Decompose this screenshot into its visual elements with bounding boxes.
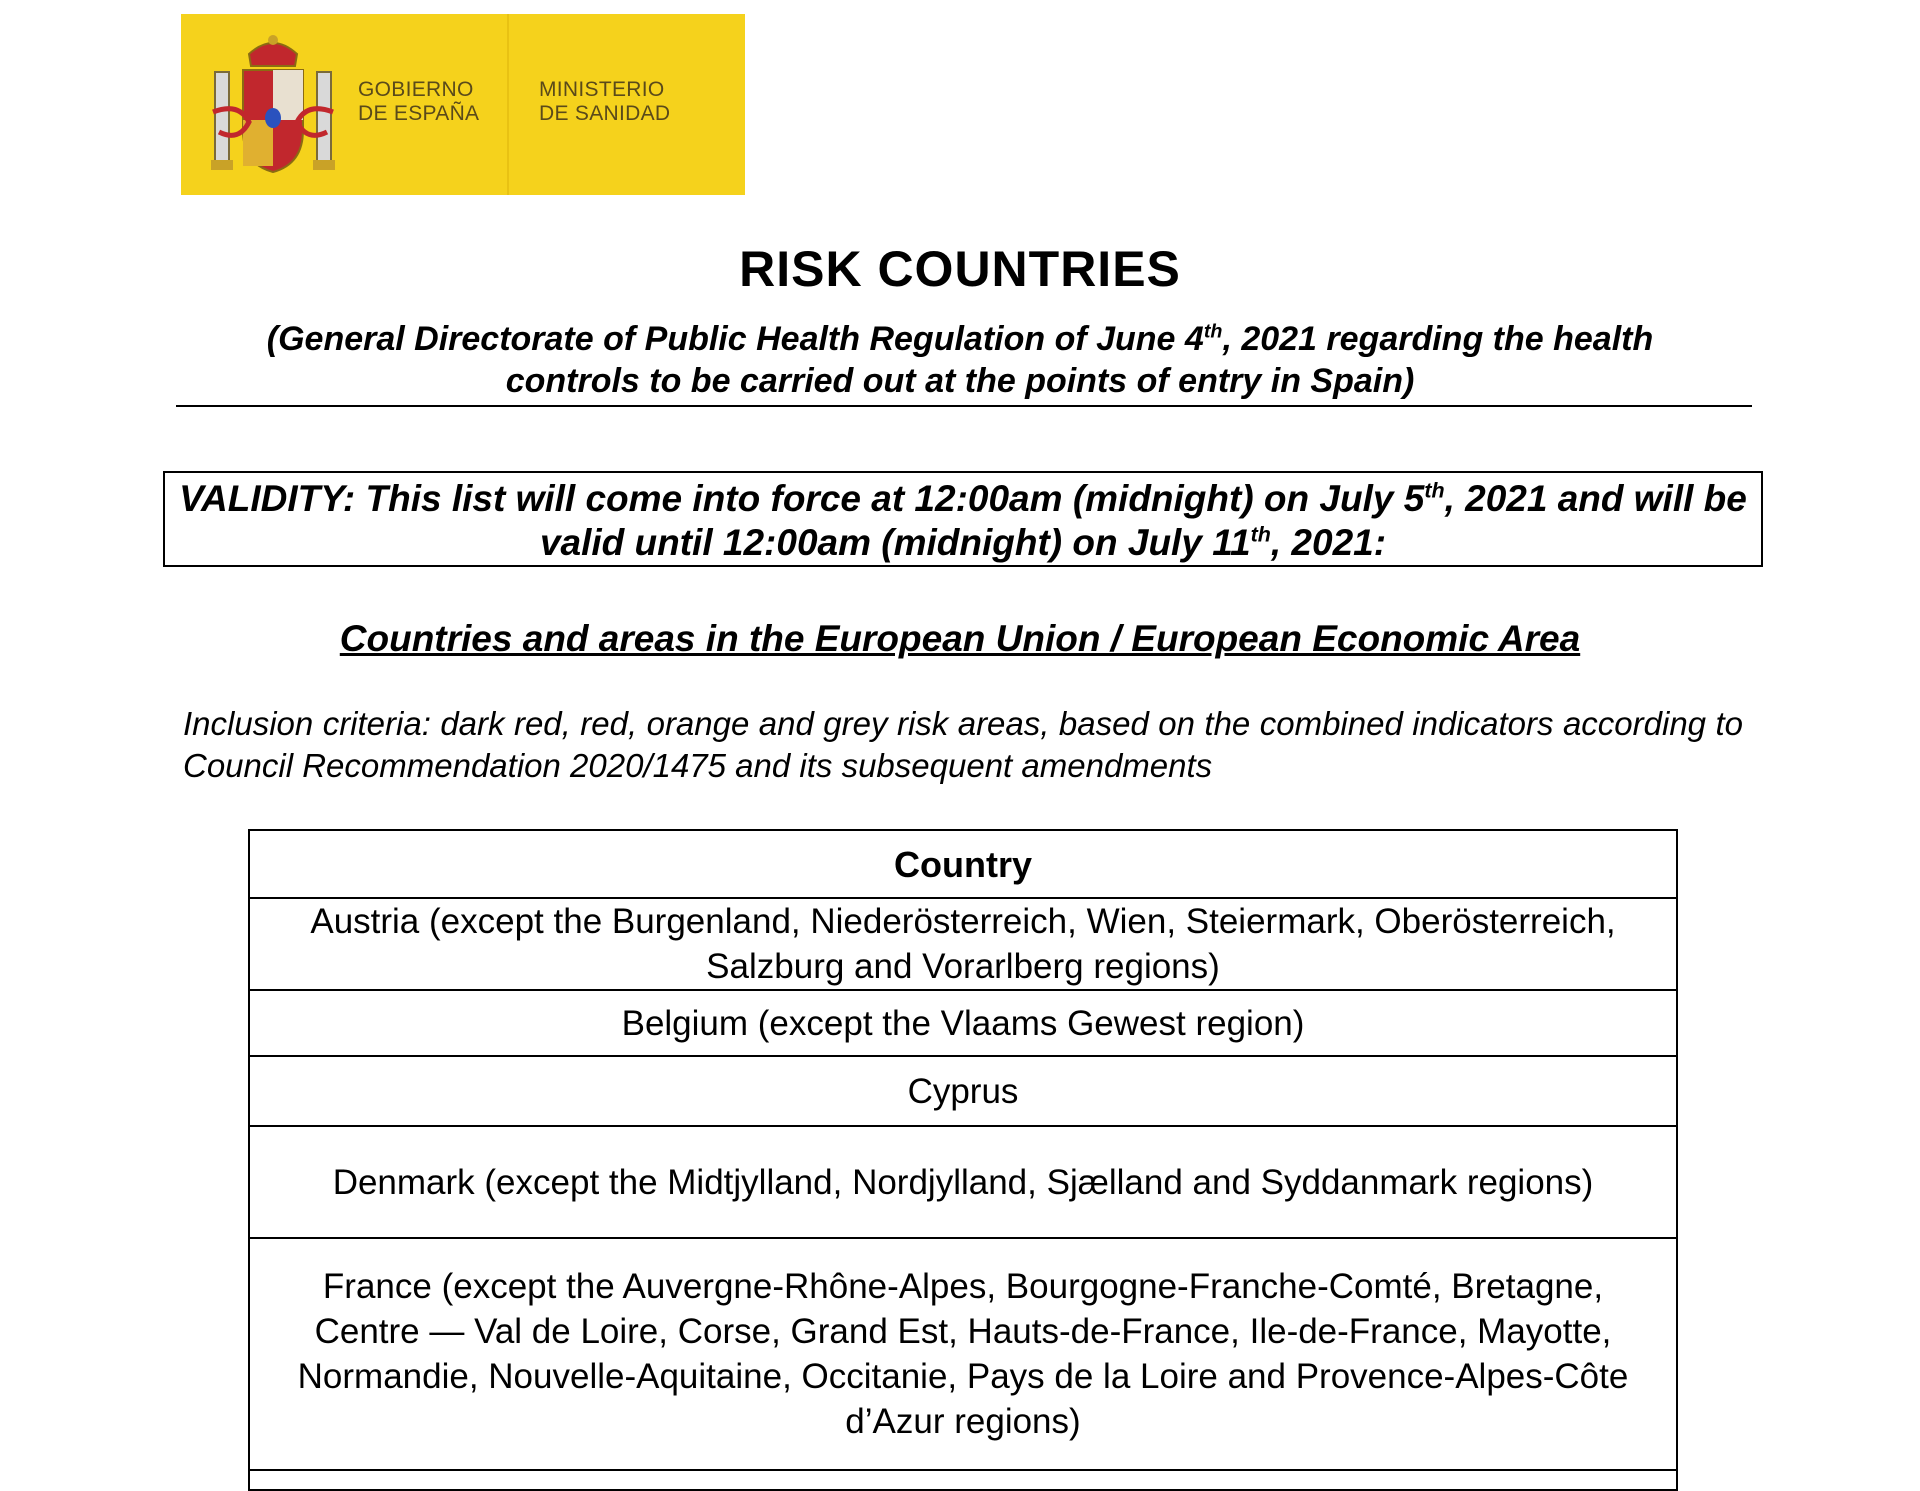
country-cell: France (except the Auvergne-Rhône-Alpes, Bourgogne-Franche-Comté, Bretagne, Centre — Val de Loire, Corse, Grand Est, Hauts-de-France, Ile-de-France, Mayotte, Normandie, Nouvelle-Aquitaine, Occitanie, Pays de la Loire and Provence-Alpes-Côte d’Azur regions)	[249, 1238, 1677, 1470]
validity-sup1: th	[1424, 478, 1445, 503]
title-divider	[176, 405, 1752, 407]
government-label: GOBIERNO DE ESPAÑA	[358, 78, 480, 125]
country-cell: Belgium (except the Vlaams Gewest region)	[249, 990, 1677, 1056]
subtitle-part1: (General Directorate of Public Health Regulation of June 4	[266, 320, 1204, 358]
table-row	[249, 1470, 1677, 1490]
coat-of-arms-icon	[209, 32, 337, 180]
subtitle-part2: , 2021 regarding the health controls to be carried out at the points of entry in Spain)	[505, 320, 1654, 400]
validity-part1: VALIDITY: This list will come into force at 12:00am (midnight) on July 5	[179, 478, 1425, 519]
country-cell-partial	[249, 1470, 1677, 1490]
table-row	[249, 990, 1677, 1056]
inclusion-criteria: Inclusion criteria: dark red, red, orange and grey risk areas, based on the combined indicators according to Council Recommendation 2020/1475 and its subsequent amendments	[183, 705, 1743, 784]
validity-part2: , 2021 and will be valid until 12:00am (midnight) on July 11	[539, 478, 1747, 563]
validity-box	[163, 471, 1763, 567]
table-header-row	[249, 830, 1677, 898]
table-row	[249, 898, 1677, 990]
countries-table	[248, 829, 1678, 1491]
country-cell: Austria (except the Burgenland, Niederösterreich, Wien, Steiermark, Oberösterreich, Salzburg and Vorarlberg regions)	[249, 898, 1677, 990]
validity-part3: , 2021:	[1270, 522, 1387, 563]
validity-sup2: th	[1250, 522, 1271, 547]
logo-divider	[507, 14, 509, 195]
section-heading: Countries and areas in the European Union / European Economic Area	[339, 618, 1581, 659]
page-title: RISK COUNTRIES	[739, 241, 1181, 297]
table-row	[249, 1056, 1677, 1126]
table-row	[249, 1126, 1677, 1238]
country-cell: Denmark (except the Midtjylland, Nordjylland, Sjælland and Syddanmark regions)	[249, 1126, 1677, 1238]
subtitle	[200, 318, 1720, 402]
government-logo	[181, 14, 745, 195]
subtitle-sup: th	[1203, 320, 1223, 343]
country-cell: Cyprus	[249, 1056, 1677, 1126]
table-row	[249, 1238, 1677, 1470]
column-header-country: Country	[249, 830, 1677, 898]
ministry-label: MINISTERIO DE SANIDAD	[539, 78, 671, 125]
